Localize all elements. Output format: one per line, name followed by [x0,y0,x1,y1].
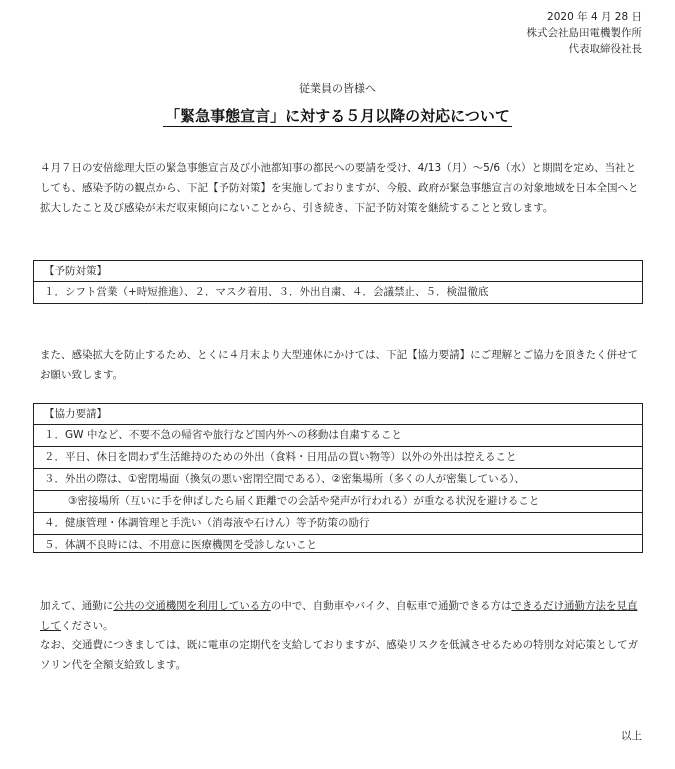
transport-paragraph: なお、交通費につきましては、既に電車の定期代を支給しておりますが、感染リスクを低減させるための特別な対応策としてガソリン代を全額支給致します。 [40,639,639,671]
signatory-title: 代表取締役社長 [568,43,642,55]
cooperation-heading: 【協力要請】 [34,404,642,425]
addressee: 従業員の皆様へ [299,82,376,95]
commute-underline-1: 公共の交通機関を利用している方 [113,600,271,612]
commute-text-1: 加えて、通勤に [40,600,114,612]
cooperation-item-continued: ③密接場所（互いに手を伸ばしたら届く距離での会話や発声が行われる）が重なる状況を避けること [34,491,642,513]
prevention-heading: 【予防対策】 [34,261,642,282]
prevention-box [33,260,643,304]
document-date: 2020 年 4 月 28 日 [547,11,642,23]
cooperation-box [33,403,643,553]
commute-underline-2: できるだけ通勤方法を見直して [40,600,638,632]
closing-mark: 以上 [621,730,642,742]
cooperation-item: ２．平日、休日を問わず生活維持のための外出（食料・日用品の買い物等）以外の外出は控えること [34,447,642,469]
cooperation-item: １．GW 中など、不要不急の帰省や旅行など国内外への移動は自粛すること [34,425,642,447]
commute-text-3: ください。 [61,620,114,632]
cooperation-item: ５．体調不良時には、不用意に医療機関を受診しないこと [44,539,317,551]
document-title-text: 「緊急事態宣言」に対する５月以降の対応について [165,107,510,125]
cooperation-item: ３．外出の際は、①密閉場面（換気の悪い密閉空間である）、②密集場所（多くの人が密集している）、 [34,469,642,491]
prevention-items: １．シフト営業（+時短推進）、２．マスク着用、３．外出自粛、４．会議禁止、５．検温徹底 [44,286,489,298]
cooperation-item: ４．健康管理・体調管理と手洗い（消毒液や石けん）等予防策の励行 [34,513,642,535]
commute-text-2: の中で、自動車やバイク、自転車で通勤できる方は [270,600,512,612]
cooperation-intro-paragraph: また、感染拡大を防止するため、とくに４月末より大型連休にかけては、下記【協力要請】にご理解とご協力を頂きたく併せてお願い致します。 [40,349,639,381]
commute-paragraph [40,596,645,636]
company-name: 株式会社島田電機製作所 [526,27,642,39]
document-title [0,105,675,126]
intro-paragraph: ４月７日の安倍総理大臣の緊急事態宣言及び小池都知事の都民への要請を受け、4/13（月）～5/6（水）と期間を定め、当社としても、感染予防の観点から、下記【予防対策】を実施しておりますが、今般、政府が緊急事態宣言の対象地域を日本全国へと拡大したこと及び感染が未だ収束傾向にないことから、引き続き、下記予防対策を継続することと致します。 [40,162,639,214]
